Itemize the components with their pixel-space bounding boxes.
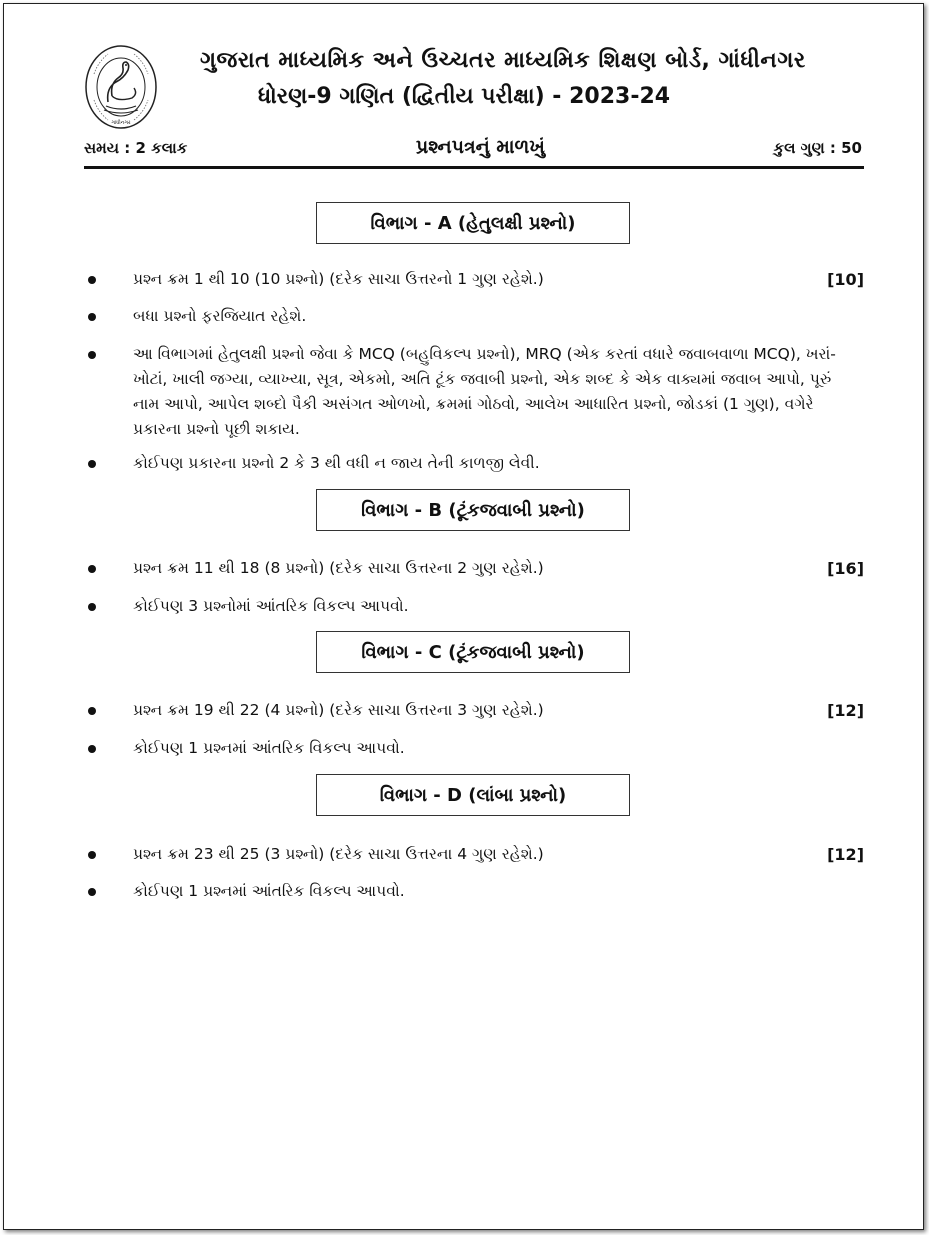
bullet-icon	[88, 351, 96, 359]
paper-title: પ્રશ્નપત્રનું માળખું	[415, 136, 545, 158]
bullet-icon	[88, 603, 96, 611]
bullet-icon	[88, 745, 96, 753]
meta-row	[84, 136, 862, 158]
header-divider	[84, 166, 864, 169]
bullet-icon	[88, 565, 96, 573]
section-a-title: વિભાગ - A (હેતુલક્ષી પ્રશ્નો)	[316, 202, 630, 244]
section-c-title: વિભાગ - C (ટૂંકજવાબી પ્રશ્નો)	[316, 631, 630, 673]
marks-badge: [10]	[827, 270, 864, 289]
document-page: ગાંધીનગર ગુજરાત માધ્યમિક અને ઉચ્ચતર માધ્યમિક શિક્ષણ બોર્ડ, ગાંધીનગર ધોરણ-9 ગણિત (દ્વિતીય પરીક્ષા) - 2023-24 સમય : 2 કલાક પ્રશ્નપત્રનું માળખું કુલ ગુણ : 50 વિભાગ - A (હેતુલક્ષી પ્રશ્નો) પ્રશ્ન ક્રમ 1 થી 10 (10 પ્રશ્નો) (દરેક સાચા ઉત્તરનો 1 ગુણ રહેશે.) [10] બધા પ્રશ્નો ફરજિયાત રહેશે. આ વિભાગમાં હેતુલક્ષી પ્રશ્નો જેવા કે MCQ (બહુવિકલ્પ પ્રશ્નો), MRQ (એક કરતાં વધારે જવાબવાળા MCQ), ખરાં-ખોટાં, ખાલી જગ્યા, વ્યાખ્યા, સૂત્ર, એકમો, અતિ ટૂંક જવાબી પ્રશ્નો, એક શબ્દ કે એક વાક્યમાં જવાબ આપો, પૂરું નામ આપો, આપેલ શબ્દો પૈકી અસંગત ઓળખો, ક્રમમાં ગોઠવો, આલેખ આધારિત પ્રશ્નો, જોડકાં (1 ગુણ), વગેરે પ્રકારના પ્રશ્નો પૂછી શકાય. કોઈપણ પ્રકારના પ્રશ્નો 2 કે 3 થી વધી ન જાય તેની કાળજી લેવી. વિભાગ - B (ટૂંકજવાબી પ્રશ્નો) પ્રશ્ન ક્રમ 11 થી 18 (8 પ્રશ્નો) (દરેક સાચા ઉત્તરના 2 ગુણ રહેશે.) [16] કોઈપણ 3 પ્રશ્નોમાં આંતરિક વિકલ્પ આપવો. વિભાગ - C (ટૂંકજવાબી પ્રશ્નો) પ્રશ્ન ક્રમ 19 થી 22 (4 પ્રશ્નો) (દરેક સાચા ઉત્તરના 3 ગુણ રહેશે.) [12] કોઈપણ 1 પ્રશ્નમાં આંતરિક વિકલ્પ આપવો. વિભાગ - D (લાંબા પ્રશ્નો) પ્રશ્ન ક્રમ 23 થી 25 (3 પ્રશ્નો) (દરેક સાચા ઉત્તરના 4 ગુણ રહેશે.) [12] કોઈપણ 1 પ્રશ્નમાં આંતરિક વિકલ્પ આપવો.	[3, 3, 924, 1230]
section-d-title: વિભાગ - D (લાંબા પ્રશ્નો)	[316, 774, 630, 816]
marks-badge: [16]	[827, 559, 864, 578]
bullet-icon	[88, 276, 96, 284]
marks-badge: [12]	[827, 845, 864, 864]
bullet-icon	[88, 460, 96, 468]
exam-title: ધોરણ-9 ગણિત (દ્વિતીય પરીક્ષા) - 2023-24	[258, 84, 671, 109]
total-marks: કુલ ગુણ : 50	[773, 139, 862, 157]
bullet-icon	[88, 313, 96, 321]
svg-text:ગાંધીનગર: ગાંધીનગર	[111, 120, 131, 126]
bullet-icon	[88, 888, 96, 896]
bullet-icon	[88, 707, 96, 715]
marks-badge: [12]	[827, 701, 864, 720]
board-name: ગુજરાત માધ્યમિક અને ઉચ્ચતર માધ્યમિક શિક્ષણ બોર્ડ, ગાંધીનગર	[200, 48, 806, 73]
time-label: સમય : 2 કલાક	[84, 139, 188, 157]
board-logo-icon	[84, 44, 158, 130]
bullet-icon	[88, 851, 96, 859]
section-b-title: વિભાગ - B (ટૂંકજવાબી પ્રશ્નો)	[316, 489, 630, 531]
